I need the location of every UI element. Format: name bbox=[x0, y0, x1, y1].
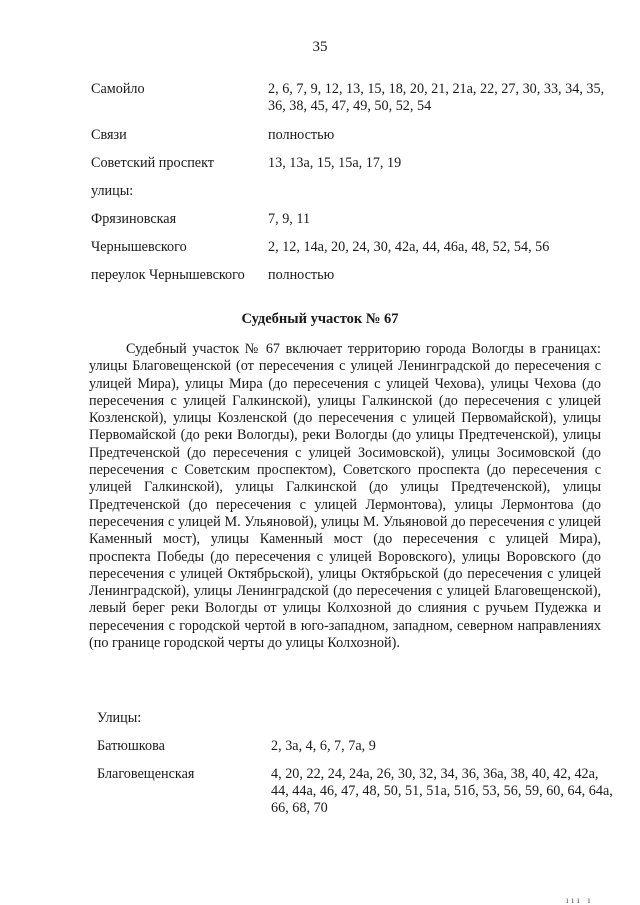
house-numbers: 13, 13а, 15, 15а, 17, 19 bbox=[268, 155, 402, 171]
street-name: Самойло bbox=[91, 81, 145, 97]
street-name: Батюшкова bbox=[97, 738, 165, 754]
street-name: улицы: bbox=[91, 183, 134, 199]
street-name: Благовещенская bbox=[97, 766, 195, 782]
house-numbers: 2, 6, 7, 9, 12, 13, 15, 18, 20, 21, 21а, 22, 27, 30, 33, 34, 35, 36, 38, 45, 47, 49, 50, 52, 54 bbox=[268, 81, 605, 114]
street-name: Связи bbox=[91, 127, 127, 143]
street-name: Фрязиновская bbox=[91, 211, 177, 227]
house-numbers: полностью bbox=[268, 267, 335, 283]
section-heading: Судебный участок № 67 bbox=[241, 311, 399, 327]
house-numbers: 2, 3а, 4, 6, 7, 7а, 9 bbox=[271, 738, 376, 754]
street-name: Чернышевского bbox=[91, 239, 187, 255]
scan-mark: ııı ı bbox=[566, 895, 594, 905]
house-numbers: полностью bbox=[268, 127, 335, 143]
house-numbers: 4, 20, 22, 24, 24а, 26, 30, 32, 34, 36, 36а, 38, 40, 42, 42а, 44, 44а, 46, 47, 48, 50, 51, 51а, 51б, 53, 56, 59, 60, 64, 64а, 66, 68, 70 bbox=[271, 766, 613, 816]
street-name: Советский проспект bbox=[91, 155, 214, 171]
house-numbers: 7, 9, 11 bbox=[268, 211, 311, 227]
section-description: Судебный участок № 67 включает территорию города Вологды в границах: улицы Благовещенской (от пересечения с улицей Ленинградской до пересечения с улицей Мира), улицы Мира (до пересечения с улицей Чехова), улицы Чехова (до пересечения с улицей Галкинской), улицы Галкинской (до пересечения с улицей Козленской), улицы Козленской (до пересечения с улицей Первомайской), улицы Первомайской (до реки Вологды), реки Вологды (до улицы Предтеченской), улицы Предтеченской (до пересечения с улицей Зосимовской), улицы Зосимовской (до пересечения с Советским проспектом), Советского проспекта (до пересечения с улицей Галкинской), улицы Галкинской (до улицы Предтеченской), улицы Предтеченской (до пересечения с улицей Лермонтова), улицы Лермонтова (до пересечения с улицей М. Ульяновой), улицы М. Ульяновой до пересечения с улицей Каменный мост), улицы Каменный мост (до пересечения с улицей Мира), проспекта Победы (до пересечения с улицей Воровского), улицы Воровского (до пересечения с улицей Октябрьской), улицы Октябрьской (до пересечения с улицей Ленинградской), улицы Ленинградской (до пересечения с улицей Благовещенской), левый берег реки Вологды от улицы Колхозной до слияния с ручьем Пудежка и пересечения с городской чертой в юго-западном, западном, северном направлениях (по границе городской черты до улицы Колхозной). bbox=[89, 341, 601, 652]
streets-heading: Улицы: bbox=[97, 710, 142, 726]
street-name: переулок Чернышевского bbox=[91, 267, 245, 283]
house-numbers: 2, 12, 14а, 20, 24, 30, 42а, 44, 46а, 48, 52, 54, 56 bbox=[268, 239, 550, 255]
page-number: 35 bbox=[312, 39, 328, 55]
